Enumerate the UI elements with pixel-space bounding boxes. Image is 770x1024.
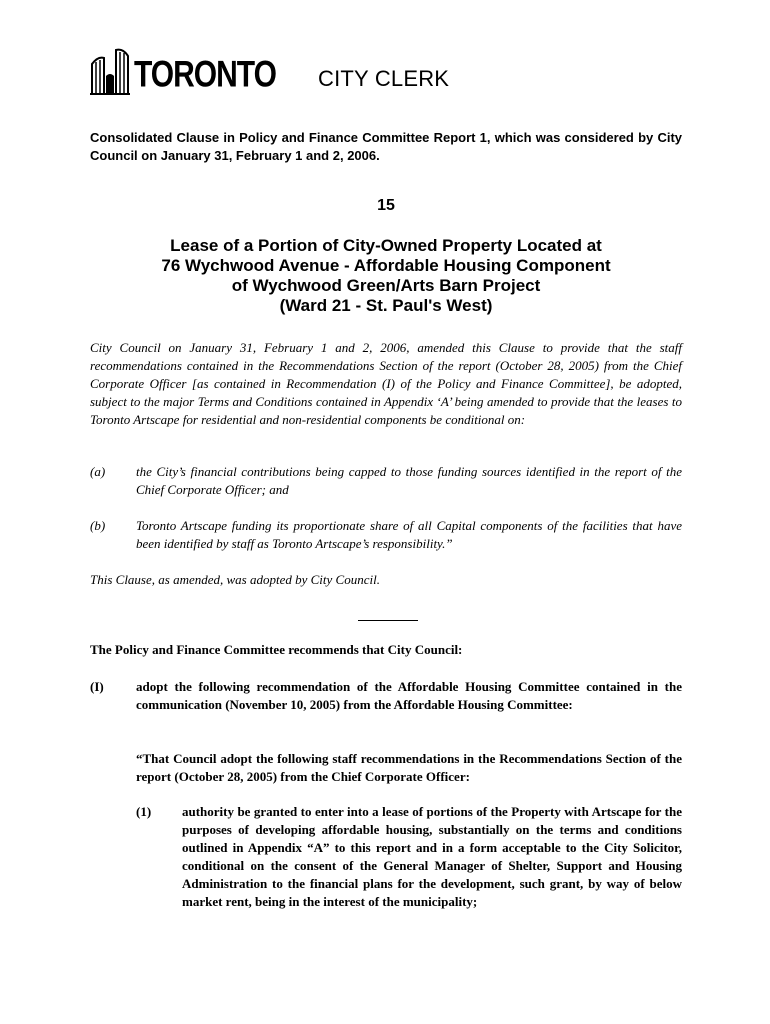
- title-line: 76 Wychwood Avenue - Affordable Housing Component: [161, 256, 611, 275]
- staff-recommendations-intro: “That Council adopt the following staff recommendations in the Recommendations Section of the report (October 28, 2005) from the Chief Corporate Officer:: [136, 751, 682, 784]
- logo-wordmark: TORONTO: [134, 54, 276, 96]
- item-number: 15: [377, 197, 395, 214]
- condition-text: Toronto Artscape funding its proportionate share of all Capital components of the facilities that have been identified by staff as Toronto Artscape’s responsibility.”: [136, 518, 682, 551]
- recommendation-I: [90, 678, 682, 732]
- amendment-condition: [90, 463, 682, 503]
- recommendation-label: (I): [90, 679, 104, 694]
- title-line: (Ward 21 - St. Paul's West): [279, 296, 493, 315]
- consolidated-clause: Consolidated Clause in Policy and Finance Committee Report 1, which was considered by City Council on January 31, February 1 and 2, 2006.: [90, 130, 682, 163]
- section-divider: [358, 620, 418, 621]
- council-amendment-intro: City Council on January 31, February 1 and 2, 2006, amended this Clause to provide that the staff recommendations contained in the Recommendations Section of the report (October 28, 2005) from the Chief Corporate Officer [as contained in Recommendation (I) of the Policy and Finance Committee], be adopted, subject to the major Terms and Conditions contained in Appendix ‘A’ being amended to provide that the leases to Toronto Artscape for residential and non-residential components be conditional on:: [90, 340, 682, 427]
- amendment-condition: [90, 517, 682, 557]
- committee-recommends-heading: The Policy and Finance Committee recommends that City Council:: [90, 642, 463, 657]
- toronto-logo: [90, 46, 276, 96]
- recommendation-1: [136, 803, 682, 933]
- title-line: Lease of a Portion of City-Owned Property Located at: [170, 236, 602, 255]
- condition-text: the City’s financial contributions being capped to those funding sources identified in the report of the Chief Corporate Officer; and: [136, 464, 682, 497]
- title-line: of Wychwood Green/Arts Barn Project: [231, 276, 541, 295]
- condition-label: (b): [90, 518, 106, 533]
- recommendation-text: authority be granted to enter into a lease of portions of the Property with Artscape for the purposes of developing affordable housing, substantially on the terms and conditions outlined in Appendix “A” to this report and in a form acceptable to the City Solicitor, conditional on the consent of the General Manager of Shelter, Support and Housing Administration to the financial plans for the development, such grant, by way of below market rent, being in the interest of the municipality;: [182, 804, 682, 909]
- recommendation-label: (1): [136, 804, 152, 819]
- condition-label: (a): [90, 464, 106, 479]
- department-title: CITY CLERK: [318, 66, 450, 91]
- clause-title: [90, 236, 682, 316]
- adoption-statement: This Clause, as amended, was adopted by City Council.: [90, 572, 380, 587]
- recommendation-text: adopt the following recommendation of the Affordable Housing Committee contained in the communication (November 10, 2005) from the Affordable Housing Committee:: [136, 679, 682, 712]
